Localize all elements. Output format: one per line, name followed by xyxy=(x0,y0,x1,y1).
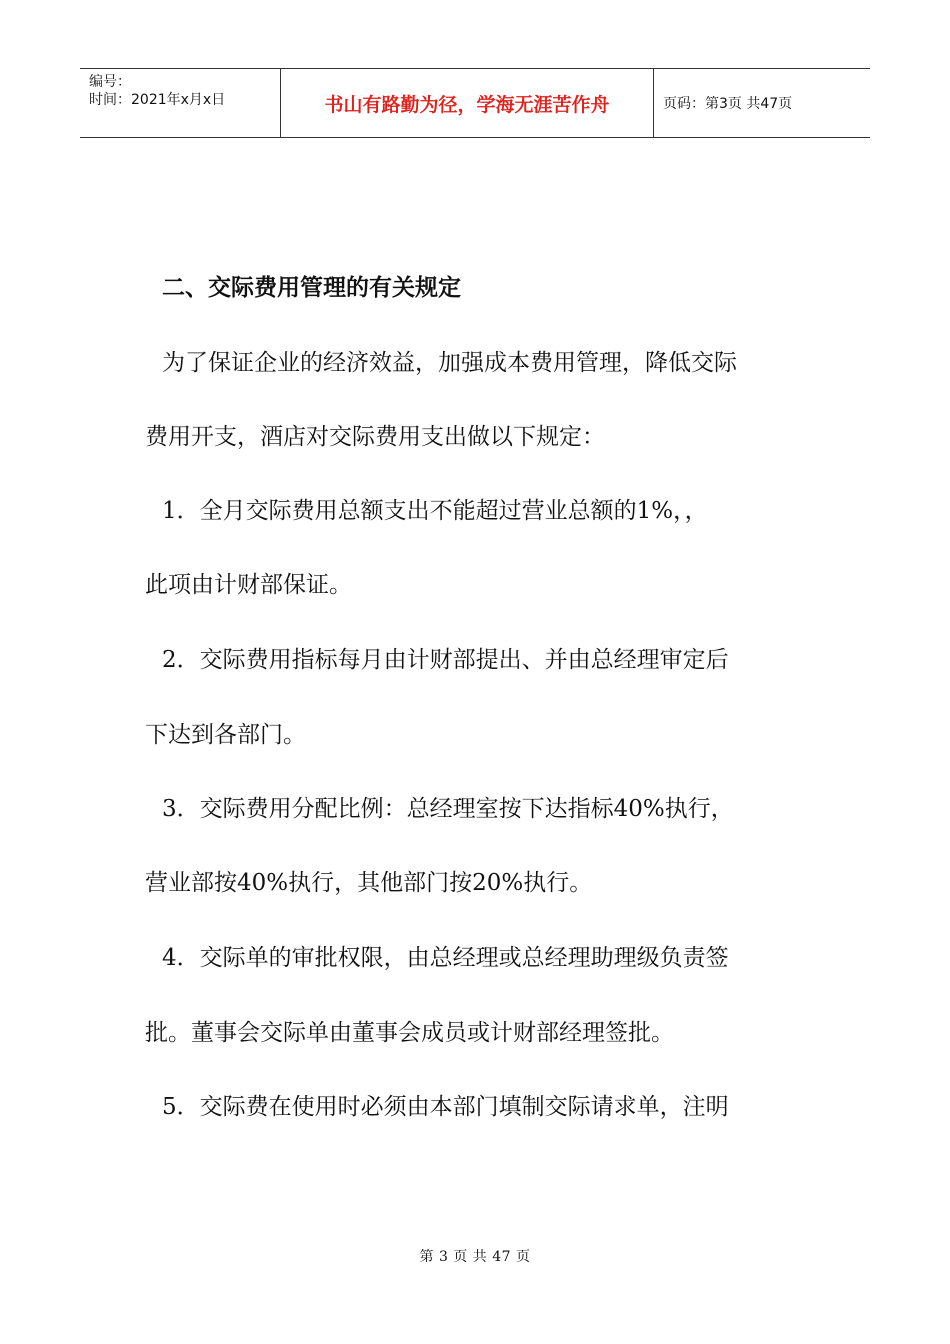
paragraph-line: 营业部按40%执行，其他部门按20%执行。 xyxy=(145,870,593,896)
paragraph-line: 为了保证企业的经济效益，加强成本费用管理，降低交际 xyxy=(162,350,737,376)
paragraph-line: 3．交际费用分配比例：总经理室按下达指标40%执行， xyxy=(162,796,734,822)
paragraph-line: 费用开支，酒店对交际费用支出做以下规定： xyxy=(145,424,605,450)
paragraph-line: 此项由计财部保证。 xyxy=(145,572,352,598)
header-meta xyxy=(80,69,281,137)
section-heading: 二、交际费用管理的有关规定 xyxy=(162,275,461,301)
header-motto: 书山有路勤为径，学海无涯苦作舟 xyxy=(281,69,654,137)
paragraph-line: 2．交际费用指标每月由计财部提出、并由总经理审定后 xyxy=(162,647,729,673)
page-footer: 第 3 页 共 47 页 xyxy=(419,1249,531,1265)
paragraph-line: 1．全月交际费用总额支出不能超过营业总额的1%，， xyxy=(162,498,708,524)
document-number-label: 编号： xyxy=(89,74,131,90)
paragraph-line: 5．交际费在使用时必须由本部门填制交际请求单，注明 xyxy=(162,1094,729,1120)
paragraph-line: 下达到各部门。 xyxy=(145,722,306,748)
paragraph-line: 批。董事会交际单由董事会成员或计财部经理签批。 xyxy=(145,1020,674,1046)
header-page-info: 页码：第3页 共47页 xyxy=(663,96,793,112)
page-header xyxy=(80,68,870,138)
paragraph-line: 4．交际单的审批权限，由总经理或总经理助理级负责签 xyxy=(162,945,729,971)
document-date: 时间：2021年x月x日 xyxy=(89,92,226,108)
